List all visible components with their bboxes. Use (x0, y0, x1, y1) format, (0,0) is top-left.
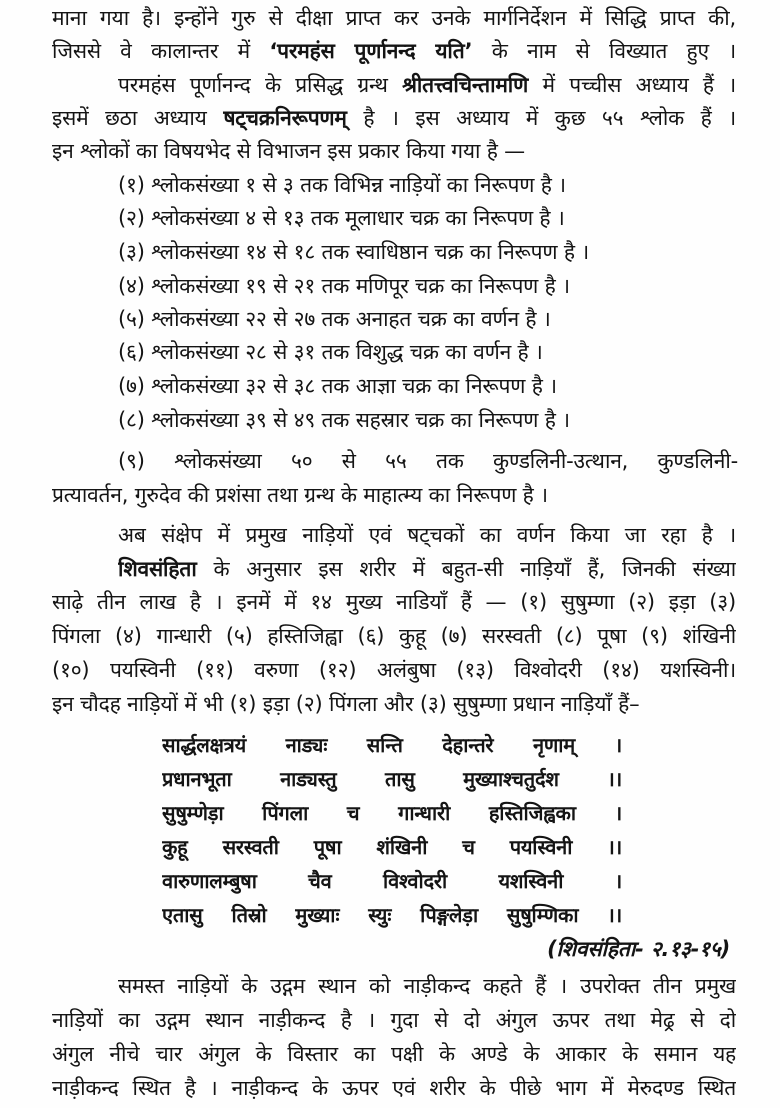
list-item-continuation: प्रत्यावर्तन, गुरुदेव की प्रशंसा तथा ग्रन्थ के माहात्म्य का निरूपण है । (52, 483, 548, 507)
verse-line: एतासु तिस्रो मुख्याः स्युः पिङ्गलेड़ा सुषुम्णिका ।। (162, 903, 622, 927)
verse-line: सुषुम्णेड़ा पिंगला च गान्धारी हस्तिजिह्वका । (162, 801, 622, 825)
verse-line: कुहू सरस्वती पूषा शंखिनी च पयस्विनी ।। (162, 835, 622, 859)
paragraph-line: अंगुल नीचे चार अंगुल के विस्तार का पक्षी के अण्डे के आकार के समान यह (52, 1042, 736, 1066)
verse-line: सार्द्धलक्षत्रयं नाड्यः सन्ति देहान्तरे नृणाम् । (162, 733, 622, 757)
paragraph-line: इन चौदह नाड़ियों में भी (१) इड़ा (२) पिंगला और (३) सुषुम्णा प्रधान नाड़ियाँ हैं– (52, 692, 640, 716)
list-item: (६) श्लोकसंख्या २८ से ३१ तक विशुद्ध चक्र का वर्णन है । (118, 340, 543, 364)
list-item: (३) श्लोकसंख्या १४ से १८ तक स्वाधिष्ठान चक्र का निरूपण है । (118, 240, 590, 264)
paragraph-line (52, 102, 736, 135)
bold-source-title: शिवसंहिता (118, 557, 197, 581)
paragraph-line (118, 553, 736, 586)
paragraph-line: समस्त नाड़ियों के उद्गम स्थान को नाड़ीकन्द कहते हैं । उपरोक्त तीन प्रमुख (118, 974, 736, 998)
text-span: जिससे वे कालान्तर में (52, 39, 270, 63)
verse-line: वारुणालम्बुषा चैव विश्वोदरी यशस्विनी । (162, 869, 622, 893)
list-item: (४) श्लोकसंख्या १९ से २१ तक मणिपूर चक्र का निरूपण है । (118, 274, 570, 298)
list-item: (८) श्लोकसंख्या ३९ से ४९ तक सहस्रार चक्र का निरूपण है । (118, 408, 570, 432)
paragraph-line (118, 69, 736, 102)
text-span: है । इस अध्याय में कुछ ५५ श्लोक हैं । (346, 106, 736, 130)
bold-title-paramhans: ‘परमहंस पूर्णानन्द यति’ (269, 39, 473, 63)
text-span: परमहंस पूर्णानन्द के प्रसिद्ध ग्रन्थ (118, 73, 403, 97)
paragraph-line: इन श्लोकों का विषयभेद से विभाजन इस प्रकार किया गया है — (52, 139, 525, 163)
list-item: (५) श्लोकसंख्या २२ से २७ तक अनाहत चक्र का वर्णन है । (118, 307, 551, 331)
list-item: (९) श्लोकसंख्या ५० से ५५ तक कुण्डलिनी-उत्थान, कुण्डलिनी- (118, 449, 738, 473)
paragraph-line: (१०) पयस्विनी (११) वरुणा (१२) अलंबुषा (१३) विश्वोदरी (१४) यशस्विनी। (52, 658, 736, 682)
paragraph-line: नाड़ियों का उद्गम स्थान नाड़ीकन्द है । गुदा से दो अंगुल ऊपर तथा मेढ्र से दो (52, 1008, 736, 1032)
paragraph-line (52, 35, 736, 68)
text-span: इसमें छठा अध्याय (52, 106, 224, 130)
text-span: के नाम से विख्यात हुए । (472, 39, 736, 63)
paragraph-line: नाड़ीकन्द स्थित है । नाड़ीकन्द के ऊपर एवं शरीर के पीछे भाग में मेरुदण्ड स्थित (52, 1076, 736, 1100)
paragraph-line: माना गया है। इन्होंने गुरु से दीक्षा प्राप्त कर उनके मार्गनिर्देशन में सिद्धि प्राप्त की, (52, 6, 736, 30)
text-span: में पच्चीस अध्याय हैं । (528, 73, 736, 97)
list-item: (७) श्लोकसंख्या ३२ से ३८ तक आज्ञा चक्र का निरूपण है । (118, 374, 557, 398)
text-span: के अनुसार इस शरीर में बहुत-सी नाड़ियाँ हैं, जिनकी संख्या (196, 557, 736, 581)
verse-citation: (शिवसंहिता- २.१३-१५) (547, 937, 730, 961)
bold-chapter-title: षट्चक्रनिरूपणम् (223, 106, 347, 130)
paragraph-line: साढ़े तीन लाख है । इनमें में १४ मुख्य नाडियाँ हैं — (१) सुषुम्णा (२) इड़ा (३) (52, 590, 736, 614)
paragraph-line: अब संक्षेप में प्रमुख नाड़ियों एवं षट्चकों का वर्णन किया जा रहा है । (118, 523, 736, 547)
verse-line: प्रधानभूता नाड्यस्तु तासु मुख्याश्चतुर्दश ।। (162, 767, 622, 791)
bold-book-title: श्रीतत्त्वचिन्तामणि (402, 73, 529, 97)
list-item: (२) श्लोकसंख्या ४ से १३ तक मूलाधार चक्र का निरूपण है । (118, 206, 565, 230)
paragraph-line: पिंगला (४) गान्धारी (५) हस्तिजिह्वा (६) कुहू (७) सरस्वती (८) पूषा (९) शंखिनी (52, 624, 736, 648)
list-item: (१) श्लोकसंख्या १ से ३ तक विभिन्न नाड़ियों का निरूपण है । (118, 173, 566, 197)
